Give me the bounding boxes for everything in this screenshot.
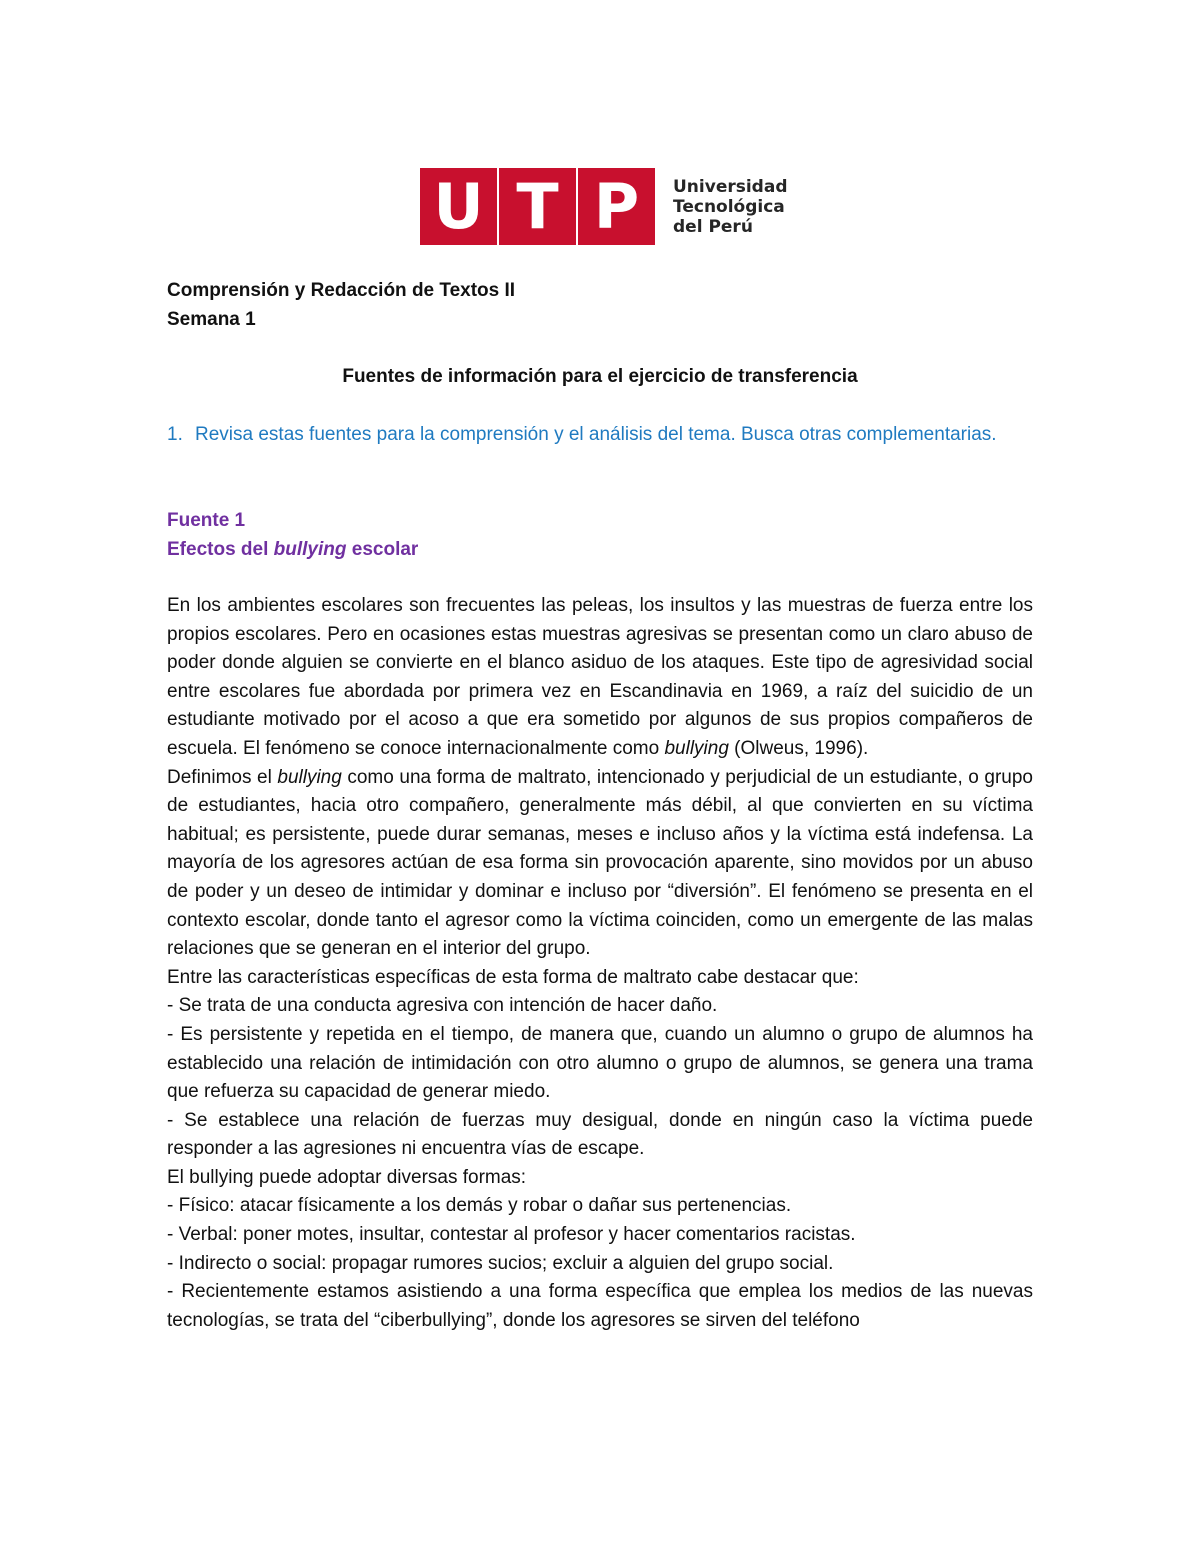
logo-name-line-2: Tecnológica: [673, 196, 785, 217]
utp-logo: [420, 168, 787, 245]
course-name: Comprensión y Redacción de Textos II: [167, 280, 516, 301]
source-title-suffix: escolar: [346, 539, 419, 560]
list-item-6: - Indirecto o social: propagar rumores sucios; excluir a alguien del grupo social.: [167, 1252, 834, 1274]
list-item-4: - Físico: atacar físicamente a los demás y robar o dañar sus pertenencias.: [167, 1195, 792, 1217]
logo-letter-u: U: [420, 168, 497, 245]
instruction-number: 1.: [167, 424, 183, 445]
logo-name-line-3: del Perú: [673, 216, 753, 237]
document-title: Fuentes de información para el ejercicio de transferencia: [342, 366, 858, 387]
paragraph-2-start: Definimos el: [167, 766, 278, 788]
source-label: Fuente 1: [167, 510, 246, 531]
paragraph-1-text: En los ambientes escolares son frecuentes las peleas, los insultos y las muestras de fuerza entre los propios escolares. Pero en ocasiones estas muestras agresivas se presentan como un claro abuso de poder donde alguien se convierte en el blanco asiduo de los ataques. Este tipo de agresividad social entre escolares fue abordada por primera vez en Escandinavia en 1969, a raíz del suicidio de un estudiante motivado por el acoso a que era sometido por algunos de sus propios compañeros de escuela. El fenómeno se conoce internacionalmente como: [167, 595, 1033, 759]
course-header: [167, 276, 1033, 334]
paragraph-4: El bullying puede adoptar diversas formas:: [167, 1166, 527, 1188]
logo-university-name: [673, 168, 787, 245]
source-title-prefix: Efectos del: [167, 539, 274, 560]
source-title: [167, 535, 1033, 564]
logo-letter-p: P: [578, 168, 655, 245]
instruction-item: [167, 420, 1033, 449]
list-item-5: - Verbal: poner motes, insultar, contestar al profesor y hacer comentarios racistas.: [167, 1224, 856, 1246]
article-body: [167, 592, 1033, 1335]
paragraph-1: [167, 592, 1033, 764]
list-item-1: - Se trata de una conducta agresiva con intención de hacer daño.: [167, 995, 718, 1017]
list-item-3: - Se establece una relación de fuerzas muy desigual, donde en ningún caso la víctima puede responder a las agresiones ni encuentra vías de escape.: [167, 1109, 1033, 1160]
paragraph-3: Entre las características específicas de esta forma de maltrato cabe destacar que:: [167, 966, 859, 988]
list-item-7: - Recientemente estamos asistiendo a una forma específica que emplea los medios de las nuevas tecnologías, se trata del “ciberbullying”, donde los agresores se sirven del teléfono: [167, 1281, 1033, 1331]
week-label: Semana 1: [167, 309, 256, 330]
source-heading: [167, 506, 1033, 564]
logo-name-line-1: Universidad: [673, 176, 788, 197]
source-title-italic: bullying: [273, 539, 347, 560]
instruction-text: Revisa estas fuentes para la comprensión y el análisis del tema. Busca otras complementarias.: [195, 424, 997, 445]
list-item-2: - Es persistente y repetida en el tiempo, de manera que, cuando un alumno o grupo de alumnos ha establecido una relación de intimidación con otro alumno o grupo de alumnos, se genera una trama que refuerza su capacidad de generar miedo.: [167, 1023, 1033, 1103]
paragraph-2: [167, 764, 1033, 964]
logo-letter-t: T: [499, 168, 576, 245]
paragraph-2-text: como una forma de maltrato, intencionado y perjudicial de un estudiante, o grupo de estudiantes, hacia otro compañero, generalmente más débil, al que convierten en su víctima habitual; es persistente, puede durar semanas, meses e incluso años y la víctima está indefensa. La mayoría de los agresores actúan de esa forma sin provocación aparente, sino movidos por un abuso de poder y un deseo de intimidar y dominar e incluso por “diversión”. El fenómeno se presenta en el contexto escolar, donde tanto el agresor como la víctima coinciden, como un emergente de las malas relaciones que se generan en el interior del grupo.: [167, 766, 1033, 960]
paragraph-2-italic: bullying: [277, 766, 342, 788]
paragraph-1-italic: bullying: [664, 737, 729, 759]
paragraph-1-end: (Olweus, 1996).: [728, 737, 869, 759]
